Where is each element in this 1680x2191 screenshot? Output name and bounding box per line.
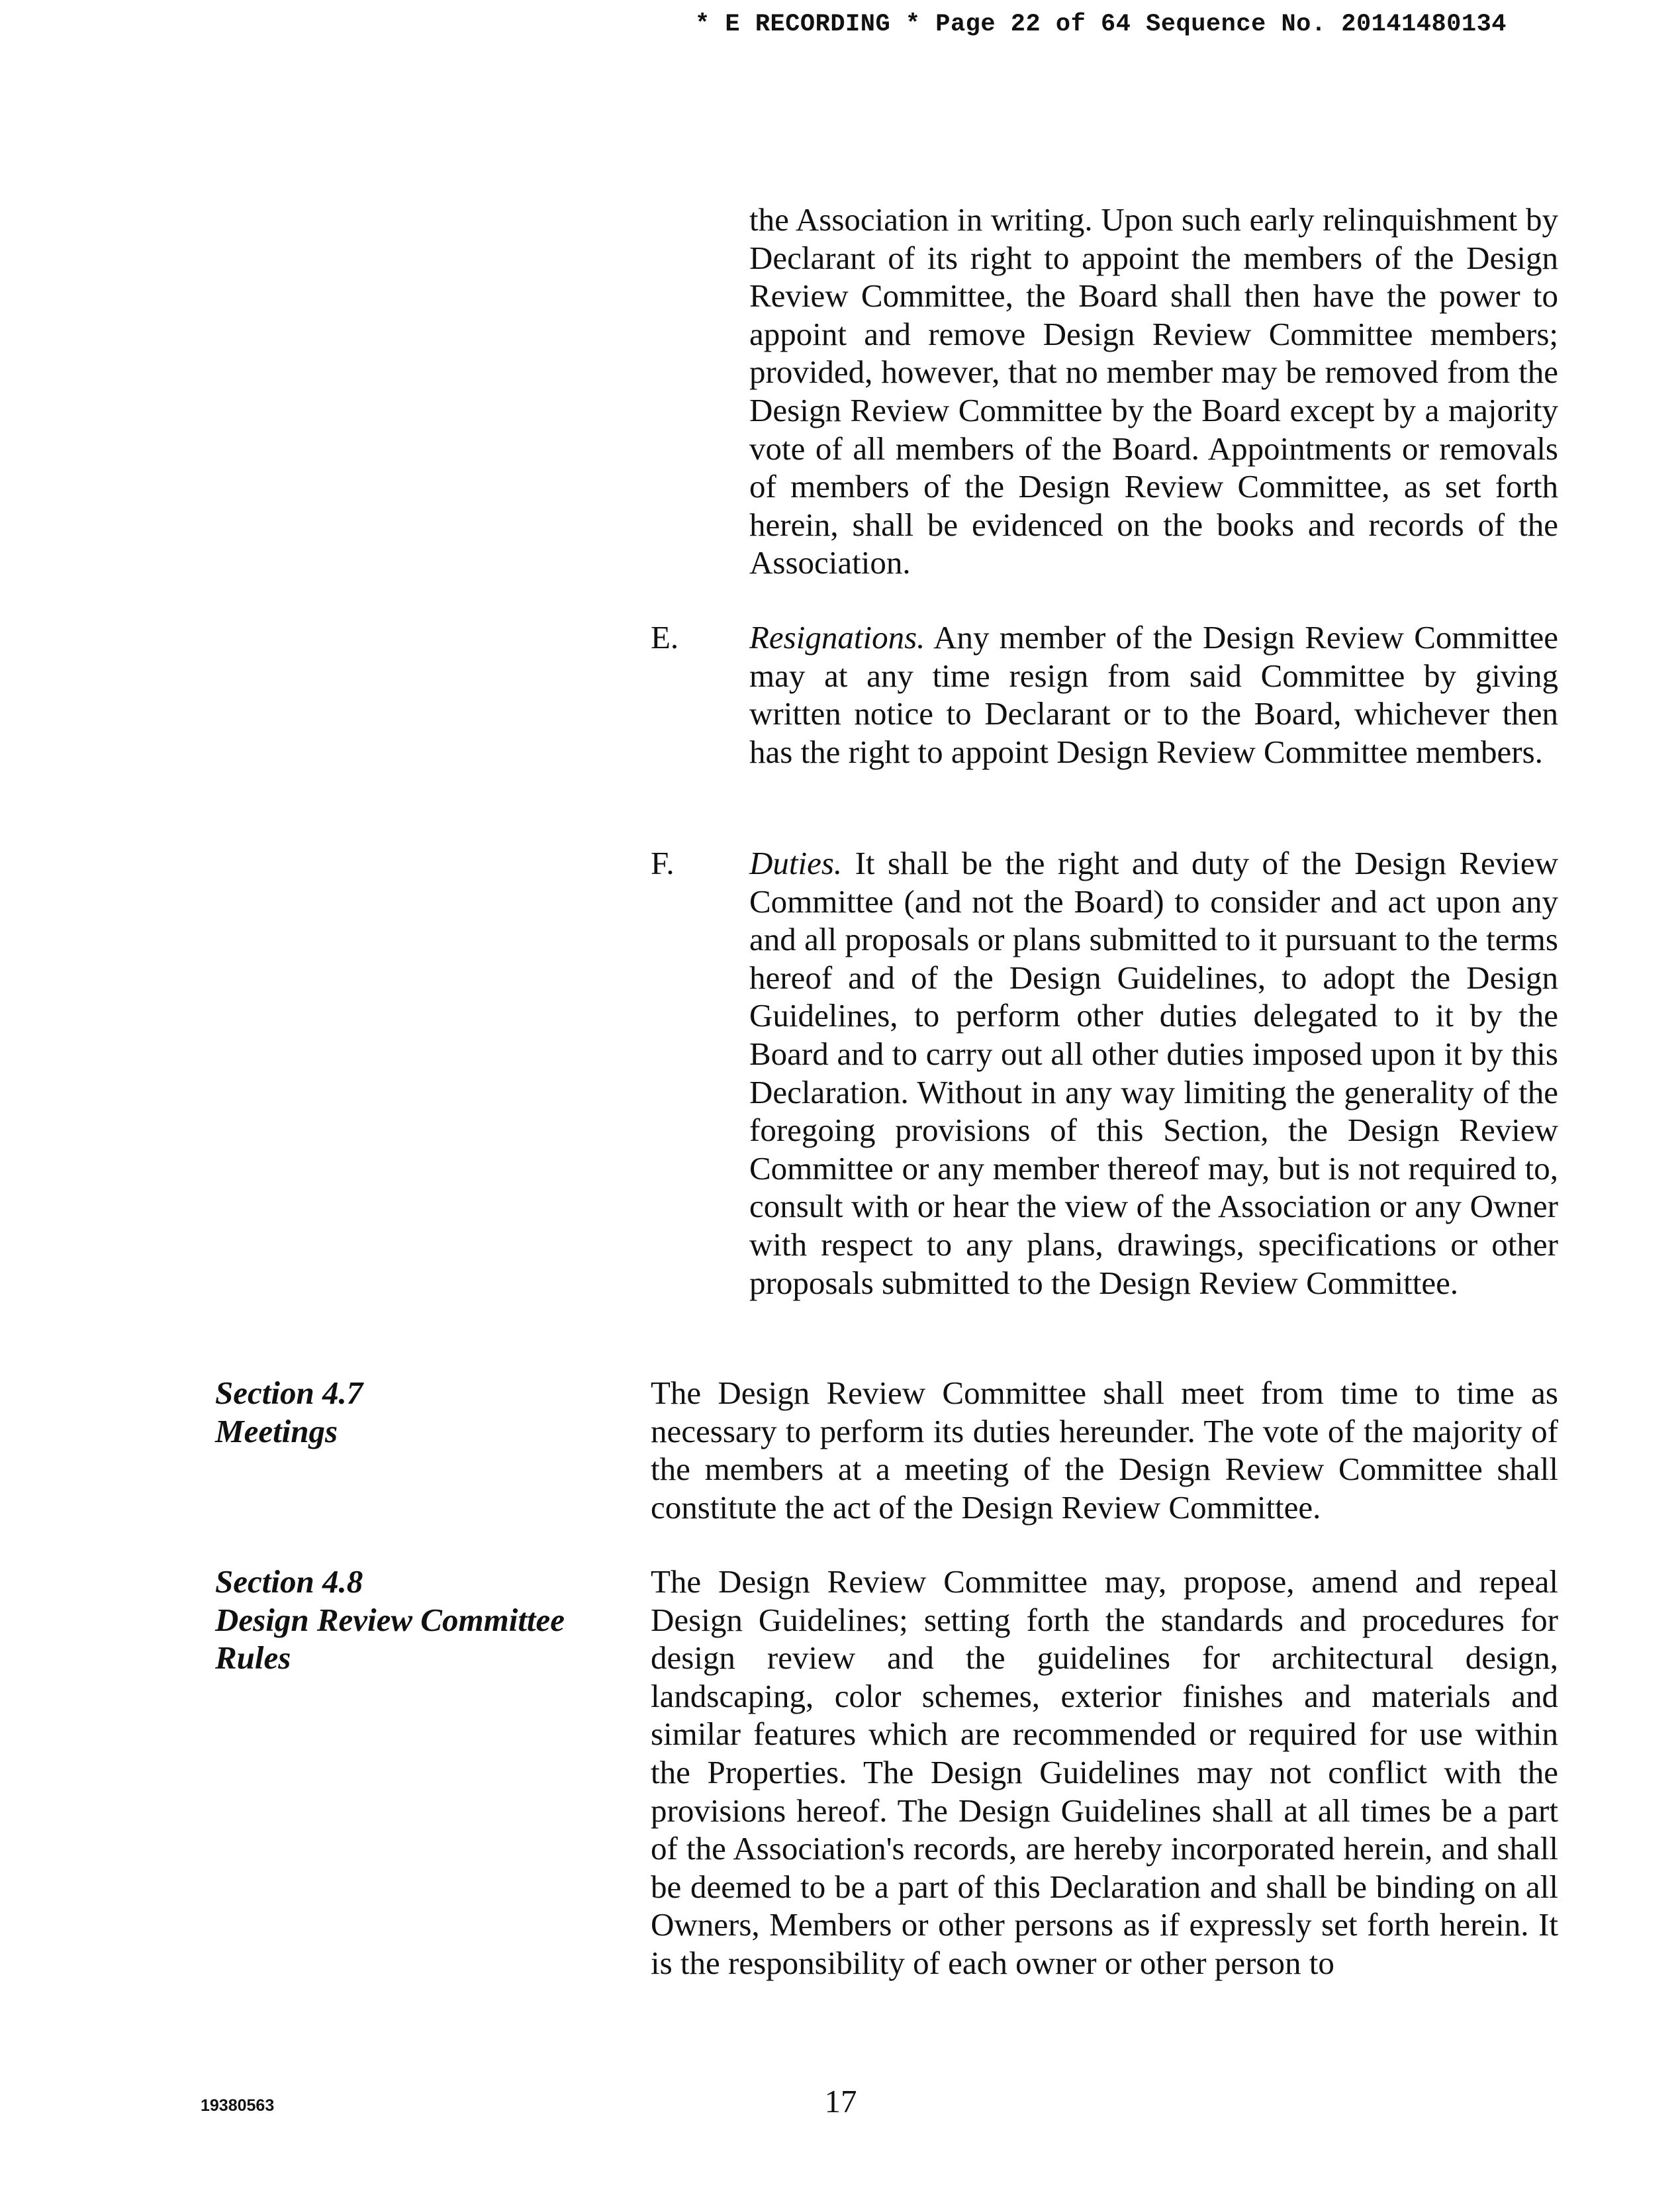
subsection-f-text: It shall be the right and duty of the Design Review Committee (and not the Board) to consider and act upon any and all proposals or plans submitted to it pursuant to the terms hereof and of the Design Guidelines, to adopt the Design Guidelines, to perform other duties delegated to it by the Board and to carry out all other duties imposed upon it by this Declaration. Without in any way limiting the generality of the foregoing provisions of this Section, the Design Review Committee or any member thereof may, but is not required to, consult with or hear the view of the Association or any Owner with respect to any plans, drawings, specifications or other proposals submitted to the Design Review Committee.: [749, 845, 1558, 1301]
recording-header: * E RECORDING * Page 22 of 64 Sequence No. 20141480134: [695, 11, 1507, 38]
section-4-7-heading: [215, 1374, 586, 1450]
subsection-e-title: Resignations.: [749, 619, 925, 656]
document-id: 19380563: [201, 2096, 275, 2115]
subsection-e-text: Any member of the Design Review Committee may at any time resign from said Committee by giving written notice to Declarant or to the Board, whichever then has the right to appoint Design Review Committee members.: [749, 619, 1558, 770]
section-4-8-number: Section 4.8: [215, 1563, 363, 1600]
section-4-8-title-line-1: Design Review Committee: [215, 1601, 565, 1638]
subsection-e-paragraph: [749, 618, 1558, 771]
section-4-7-title: Meetings: [215, 1412, 338, 1449]
subsection-f-title: Duties.: [749, 845, 843, 881]
section-4-8-paragraph: The Design Review Committee may, propose, amend and repeal Design Guidelines; setting forth the standards and procedures for design review and the guidelines for architectural design, landscaping, color schemes, exterior finishes and materials and similar features which are recommended or required for use within the Properties. The Design Guidelines may not conflict with the provisions hereof. The Design Guidelines shall at all times be a part of the Association's records, are hereby incorporated herein, and shall be deemed to be a part of this Declaration and shall be binding on all Owners, Members or other persons as if expressly set forth herein. It is the responsibility of each owner or other person to: [651, 1563, 1558, 1981]
continuation-paragraph: the Association in writing. Upon such early relinquishment by Declarant of its right to appoint the members of the Design Review Committee, the Board shall then have the power to appoint and remove Design Review Committee members; provided, however, that no member may be removed from the Design Review Committee by the Board except by a majority vote of all members of the Board. Appointments or removals of members of the Design Review Committee, as set forth herein, shall be evidenced on the books and records of the Association.: [749, 201, 1558, 581]
subsection-e-letter: E.: [651, 619, 679, 656]
section-4-7-number: Section 4.7: [215, 1375, 363, 1411]
section-4-8-heading: [215, 1563, 586, 1677]
subsection-f-letter: F.: [651, 845, 675, 881]
section-4-8-title-line-2: Rules: [215, 1639, 291, 1677]
page-number: 17: [824, 2083, 857, 2119]
subsection-f-paragraph: [749, 844, 1558, 1302]
section-4-7-paragraph: The Design Review Committee shall meet from time to time as necessary to perform its duties hereunder. The vote of the majority of the members at a meeting of the Design Review Committee shall constitute the act of the Design Review Committee.: [651, 1375, 1558, 1526]
